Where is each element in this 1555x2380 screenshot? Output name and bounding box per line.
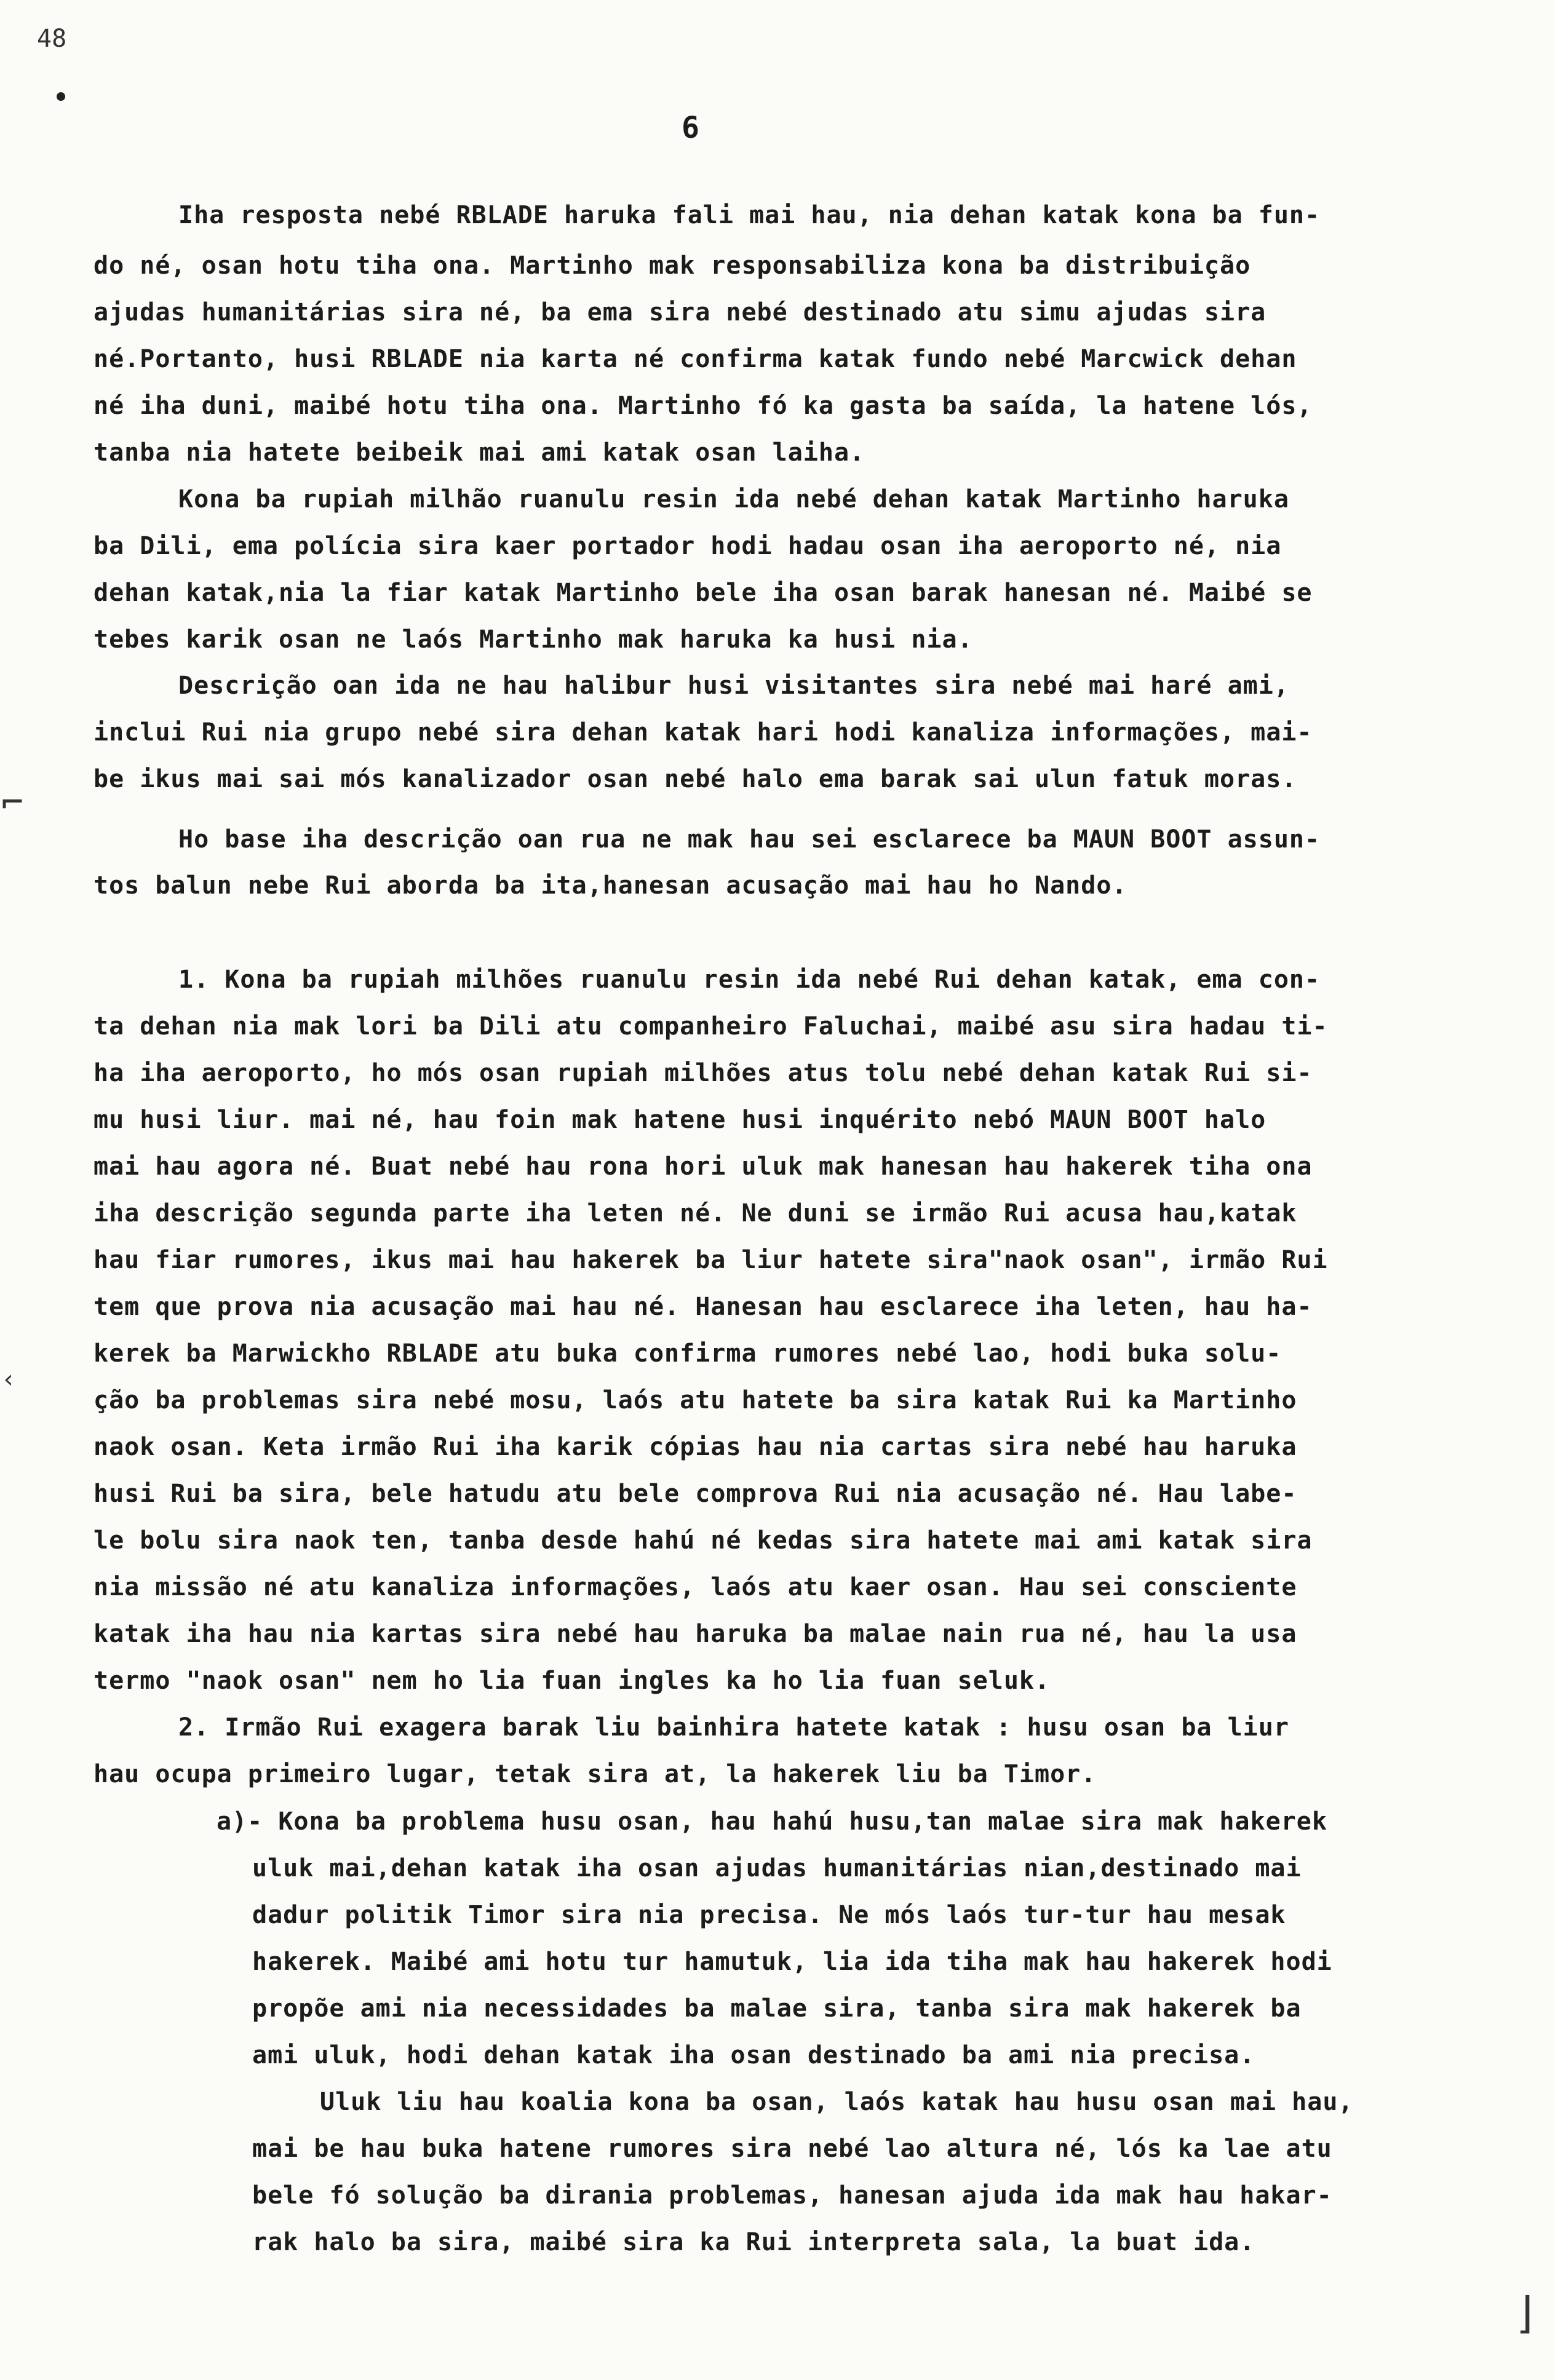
text-line: le bolu sira naok ten, tanba desde hahú né kedas sira hatete mai ami katak sira xyxy=(93,1526,1313,1555)
margin-mark: ⌋ xyxy=(1513,2288,1540,2338)
text-line: tanba nia hatete beibeik mai ami katak osan laiha. xyxy=(93,438,865,467)
text-line: ção ba problemas sira nebé mosu, laós atu hatete ba sira katak Rui ka Martinho xyxy=(93,1386,1297,1414)
page-number: 6 xyxy=(682,111,699,145)
text-line: tem que prova nia acusação mai hau né. Hanesan hau esclarece iha leten, hau ha- xyxy=(93,1293,1313,1321)
text-line: Ho base iha descrição oan rua ne mak hau sei esclarece ba MAUN BOOT assun- xyxy=(178,825,1321,854)
text-line: mu husi liur. mai né, hau foin mak hatene husi inquérito nebó MAUN BOOT halo xyxy=(93,1106,1267,1134)
text-line: 2. Irmão Rui exagera barak liu bainhira hatete katak : husu osan ba liur xyxy=(178,1713,1289,1742)
text-line: be ikus mai sai mós kanalizador osan nebé halo ema barak sai ulun fatuk moras. xyxy=(93,765,1297,793)
text-line: Descrição oan ida ne hau halibur husi visitantes sira nebé mai haré ami, xyxy=(178,672,1289,700)
text-line: husi Rui ba sira, bele hatudu atu bele comprova Rui nia acusação né. Hau labe- xyxy=(93,1480,1297,1508)
text-line: iha descrição segunda parte iha leten né. Ne duni se irmão Rui acusa hau,katak xyxy=(93,1199,1297,1228)
text-line: Iha resposta nebé RBLADE haruka fali mai hau, nia dehan katak kona ba fun- xyxy=(178,201,1321,229)
text-line: ami uluk, hodi dehan katak iha osan destinado ba ami nia precisa. xyxy=(252,2041,1255,2069)
text-line: né.Portanto, husi RBLADE nia karta né confirma katak fundo nebé Marcwick dehan xyxy=(93,345,1297,373)
text-line: 1. Kona ba rupiah milhões ruanulu resin ida nebé Rui dehan katak, ema con- xyxy=(178,966,1321,994)
margin-mark: ‹ xyxy=(1,1365,17,1394)
text-line: ba Dili, ema polícia sira kaer portador hodi hadau osan iha aeroporto né, nia xyxy=(93,532,1282,560)
text-line: inclui Rui nia grupo nebé sira dehan katak hari hodi kanaliza informações, mai- xyxy=(93,718,1313,747)
text-line: rak halo ba sira, maibé sira ka Rui interpreta sala, la buat ida. xyxy=(252,2228,1255,2256)
text-line: dehan katak,nia la fiar katak Martinho bele iha osan barak hanesan né. Maibé se xyxy=(93,579,1313,607)
text-line: propõe ami nia necessidades ba malae sira, tanba sira mak hakerek ba xyxy=(252,1994,1302,2023)
text-line: tebes karik osan ne laós Martinho mak haruka ka husi nia. xyxy=(93,625,973,654)
text-line: bele fó solução ba dirania problemas, hanesan ajuda ida mak hau hakar- xyxy=(252,2181,1332,2210)
text-line: naok osan. Keta irmão Rui iha karik cópias hau nia cartas sira nebé hau haruka xyxy=(93,1433,1297,1461)
text-line: Uluk liu hau koalia kona ba osan, laós katak hau husu osan mai hau, xyxy=(320,2088,1354,2116)
text-line: dadur politik Timor sira nia precisa. Ne mós laós tur-tur hau mesak xyxy=(252,1901,1286,1929)
text-line: kerek ba Marwickho RBLADE atu buka confirma rumores nebé lao, hodi buka solu- xyxy=(93,1339,1282,1368)
text-line: Kona ba rupiah milhão ruanulu resin ida nebé dehan katak Martinho haruka xyxy=(178,485,1289,514)
text-line: termo "naok osan" nem ho lia fuan ingles ka ho lia fuan seluk. xyxy=(93,1667,1051,1695)
text-line: ha iha aeroporto, ho mós osan rupiah milhões atus tolu nebé dehan katak Rui si- xyxy=(93,1059,1313,1087)
text-line: a)- Kona ba problema husu osan, hau hahú husu,tan malae sira mak hakerek xyxy=(217,1807,1327,1836)
text-line: mai be hau buka hatene rumores sira nebé lao altura né, lós ka lae atu xyxy=(252,2135,1332,2163)
text-line: hakerek. Maibé ami hotu tur hamutuk, lia ida tiha mak hau hakerek hodi xyxy=(252,1948,1332,1976)
text-line: do né, osan hotu tiha ona. Martinho mak responsabiliza kona ba distribuição xyxy=(93,252,1251,280)
text-line: katak iha hau nia kartas sira nebé hau haruka ba malae nain rua né, hau la usa xyxy=(93,1620,1297,1648)
text-line: né iha duni, maibé hotu tiha ona. Martinho fó ka gasta ba saída, la hatene lós, xyxy=(93,392,1313,420)
text-line: hau fiar rumores, ikus mai hau hakerek ba liur hatete sira"naok osan", irmão Rui xyxy=(93,1246,1328,1274)
text-line: ajudas humanitárias sira né, ba ema sira nebé destinado atu simu ajudas sira xyxy=(93,298,1267,327)
corner-marks: 48 xyxy=(37,25,67,53)
text-line: uluk mai,dehan katak iha osan ajudas humanitárias nian,destinado mai xyxy=(252,1854,1302,1882)
text-line: nia missão né atu kanaliza informações, laós atu kaer osan. Hau sei consciente xyxy=(93,1573,1297,1601)
text-line: mai hau agora né. Buat nebé hau rona hori uluk mak hanesan hau hakerek tiha ona xyxy=(93,1152,1313,1181)
text-line: hau ocupa primeiro lugar, tetak sira at, la hakerek liu ba Timor. xyxy=(93,1760,1097,1788)
text-line: ta dehan nia mak lori ba Dili atu companheiro Faluchai, maibé asu sira hadau ti- xyxy=(93,1012,1328,1041)
margin-mark: ⌐ xyxy=(1,781,24,824)
ink-speck xyxy=(57,92,65,101)
text-line: tos balun nebe Rui aborda ba ita,hanesan acusação mai hau ho Nando. xyxy=(93,871,1127,900)
